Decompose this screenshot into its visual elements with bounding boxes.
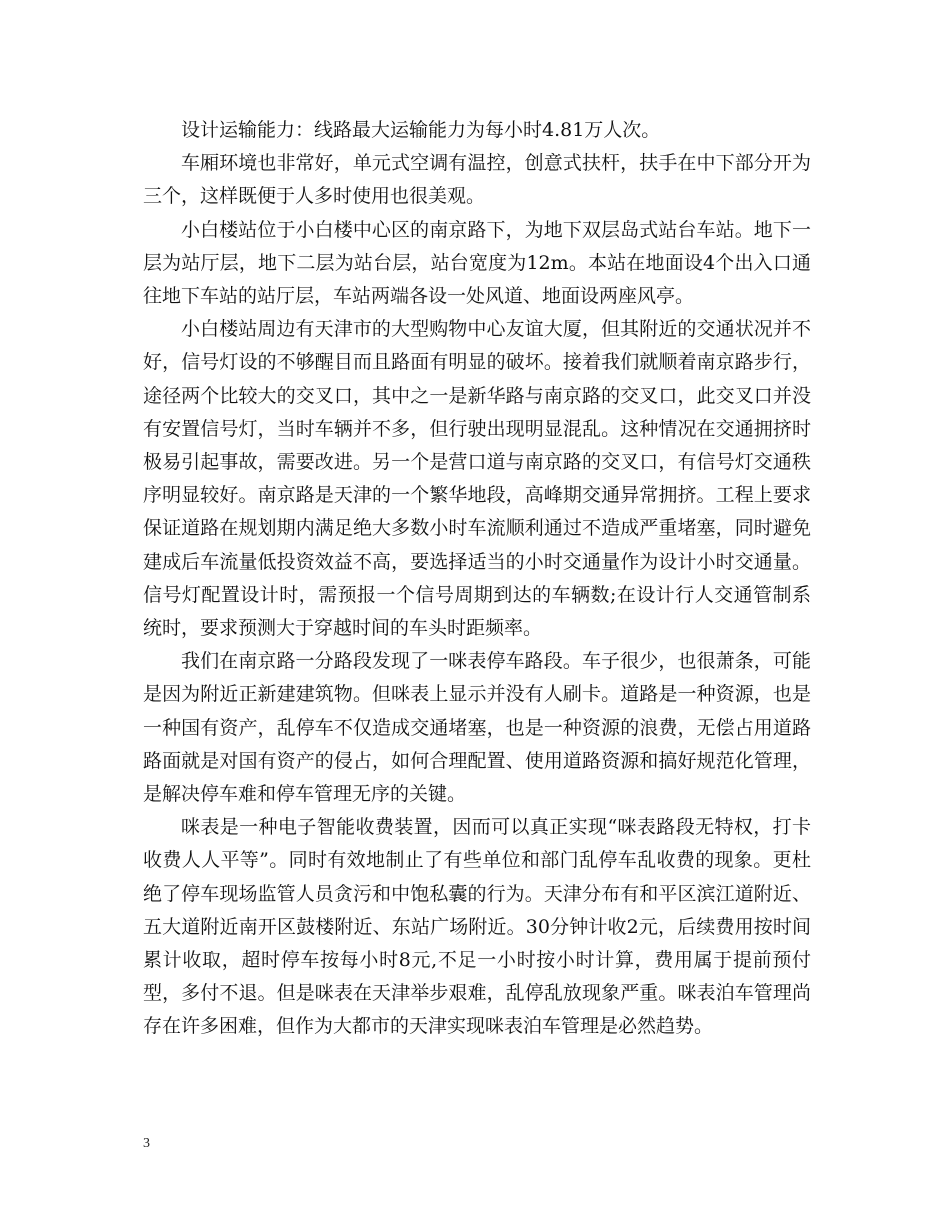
paragraph-parking-meter-road: 我们在南京路一分路段发现了一咪表停车路段。车子很少，也很萧条，可能是因为附近正新建建筑物。但咪表上显示并没有人刷卡。道路是一种资源，也是一种国有资产，乱停车不仅造成交通堵塞，也是一种资源的浪费，无偿占用道路路面就是对国有资产的侵占，如何合理配置、使用道路资源和搞好规范化管理，是解决停车难和停车管理无序的关键。 [143, 650, 811, 806]
paragraph-parking-meter: 咪表是一种电子智能收费装置，因而可以真正实现“咪表路段无特权，打卡收费人人平等”。同时有效地制止了有些单位和部门乱停车乱收费的现象。更杜绝了停车现场监管人员贪污和中饱私囊的行为。天津分布有和平区滨江道附近、五大道附近南开区鼓楼附近、东站广场附近。30分钟计收2元，后续费用按时间累计收取，超时停车按每小时8元,不足一小时按小时计算，费用属于提前预付型，多付不退。但是咪表在天津举步艰难，乱停乱放现象严重。咪表泊车管理尚存在许多困难，但作为大都市的天津实现咪表泊车管理是必然趋势。 [143, 816, 811, 1038]
paragraph-carriage: 车厢环境也非常好，单元式空调有温控，创意式扶杆，扶手在中下部分开为三个，这样既便于人多时使用也很美观。 [143, 152, 811, 208]
paragraph-capacity: 设计运输能力：线路最大运输能力为每小时4.81万人次。 [181, 119, 661, 141]
page-number: 3 [143, 1136, 150, 1151]
paragraph-station: 小白楼站位于小白楼中心区的南京路下，为地下双层岛式站台车站。地下一层为站厅层，地下二层为站台层，站台宽度为12m。本站在地面设4个出入口通往地下车站的站厅层，车站两端各设一处风道、地面设两座风亭。 [143, 218, 811, 308]
document-body [143, 114, 811, 1044]
paragraph-traffic: 小白楼站周边有天津市的大型购物中心友谊大厦，但其附近的交通状况并不好，信号灯设的不够醒目而且路面有明显的破坏。接着我们就顺着南京路步行，途径两个比较大的交叉口，其中之一是新华路与南京路的交叉口，此交叉口并没有安置信号灯，当时车辆并不多，但行驶出现明显混乱。这种情况在交通拥挤时极易引起事故，需要改进。另一个是营口道与南京路的交叉口，有信号灯交通秩序明显较好。南京路是天津的一个繁华地段，高峰期交通异常拥挤。工程上要求保证道路在规划期内满足绝大多数小时车流顺利通过不造成严重堵塞，同时避免建成后车流量低投资效益不高，要选择适当的小时交通量作为设计小时交通量。信号灯配置设计时，需预报一个信号周期到达的车辆数;在设计行人交通管制系统时，要求预测大于穿越时间的车头时距频率。 [143, 318, 811, 640]
